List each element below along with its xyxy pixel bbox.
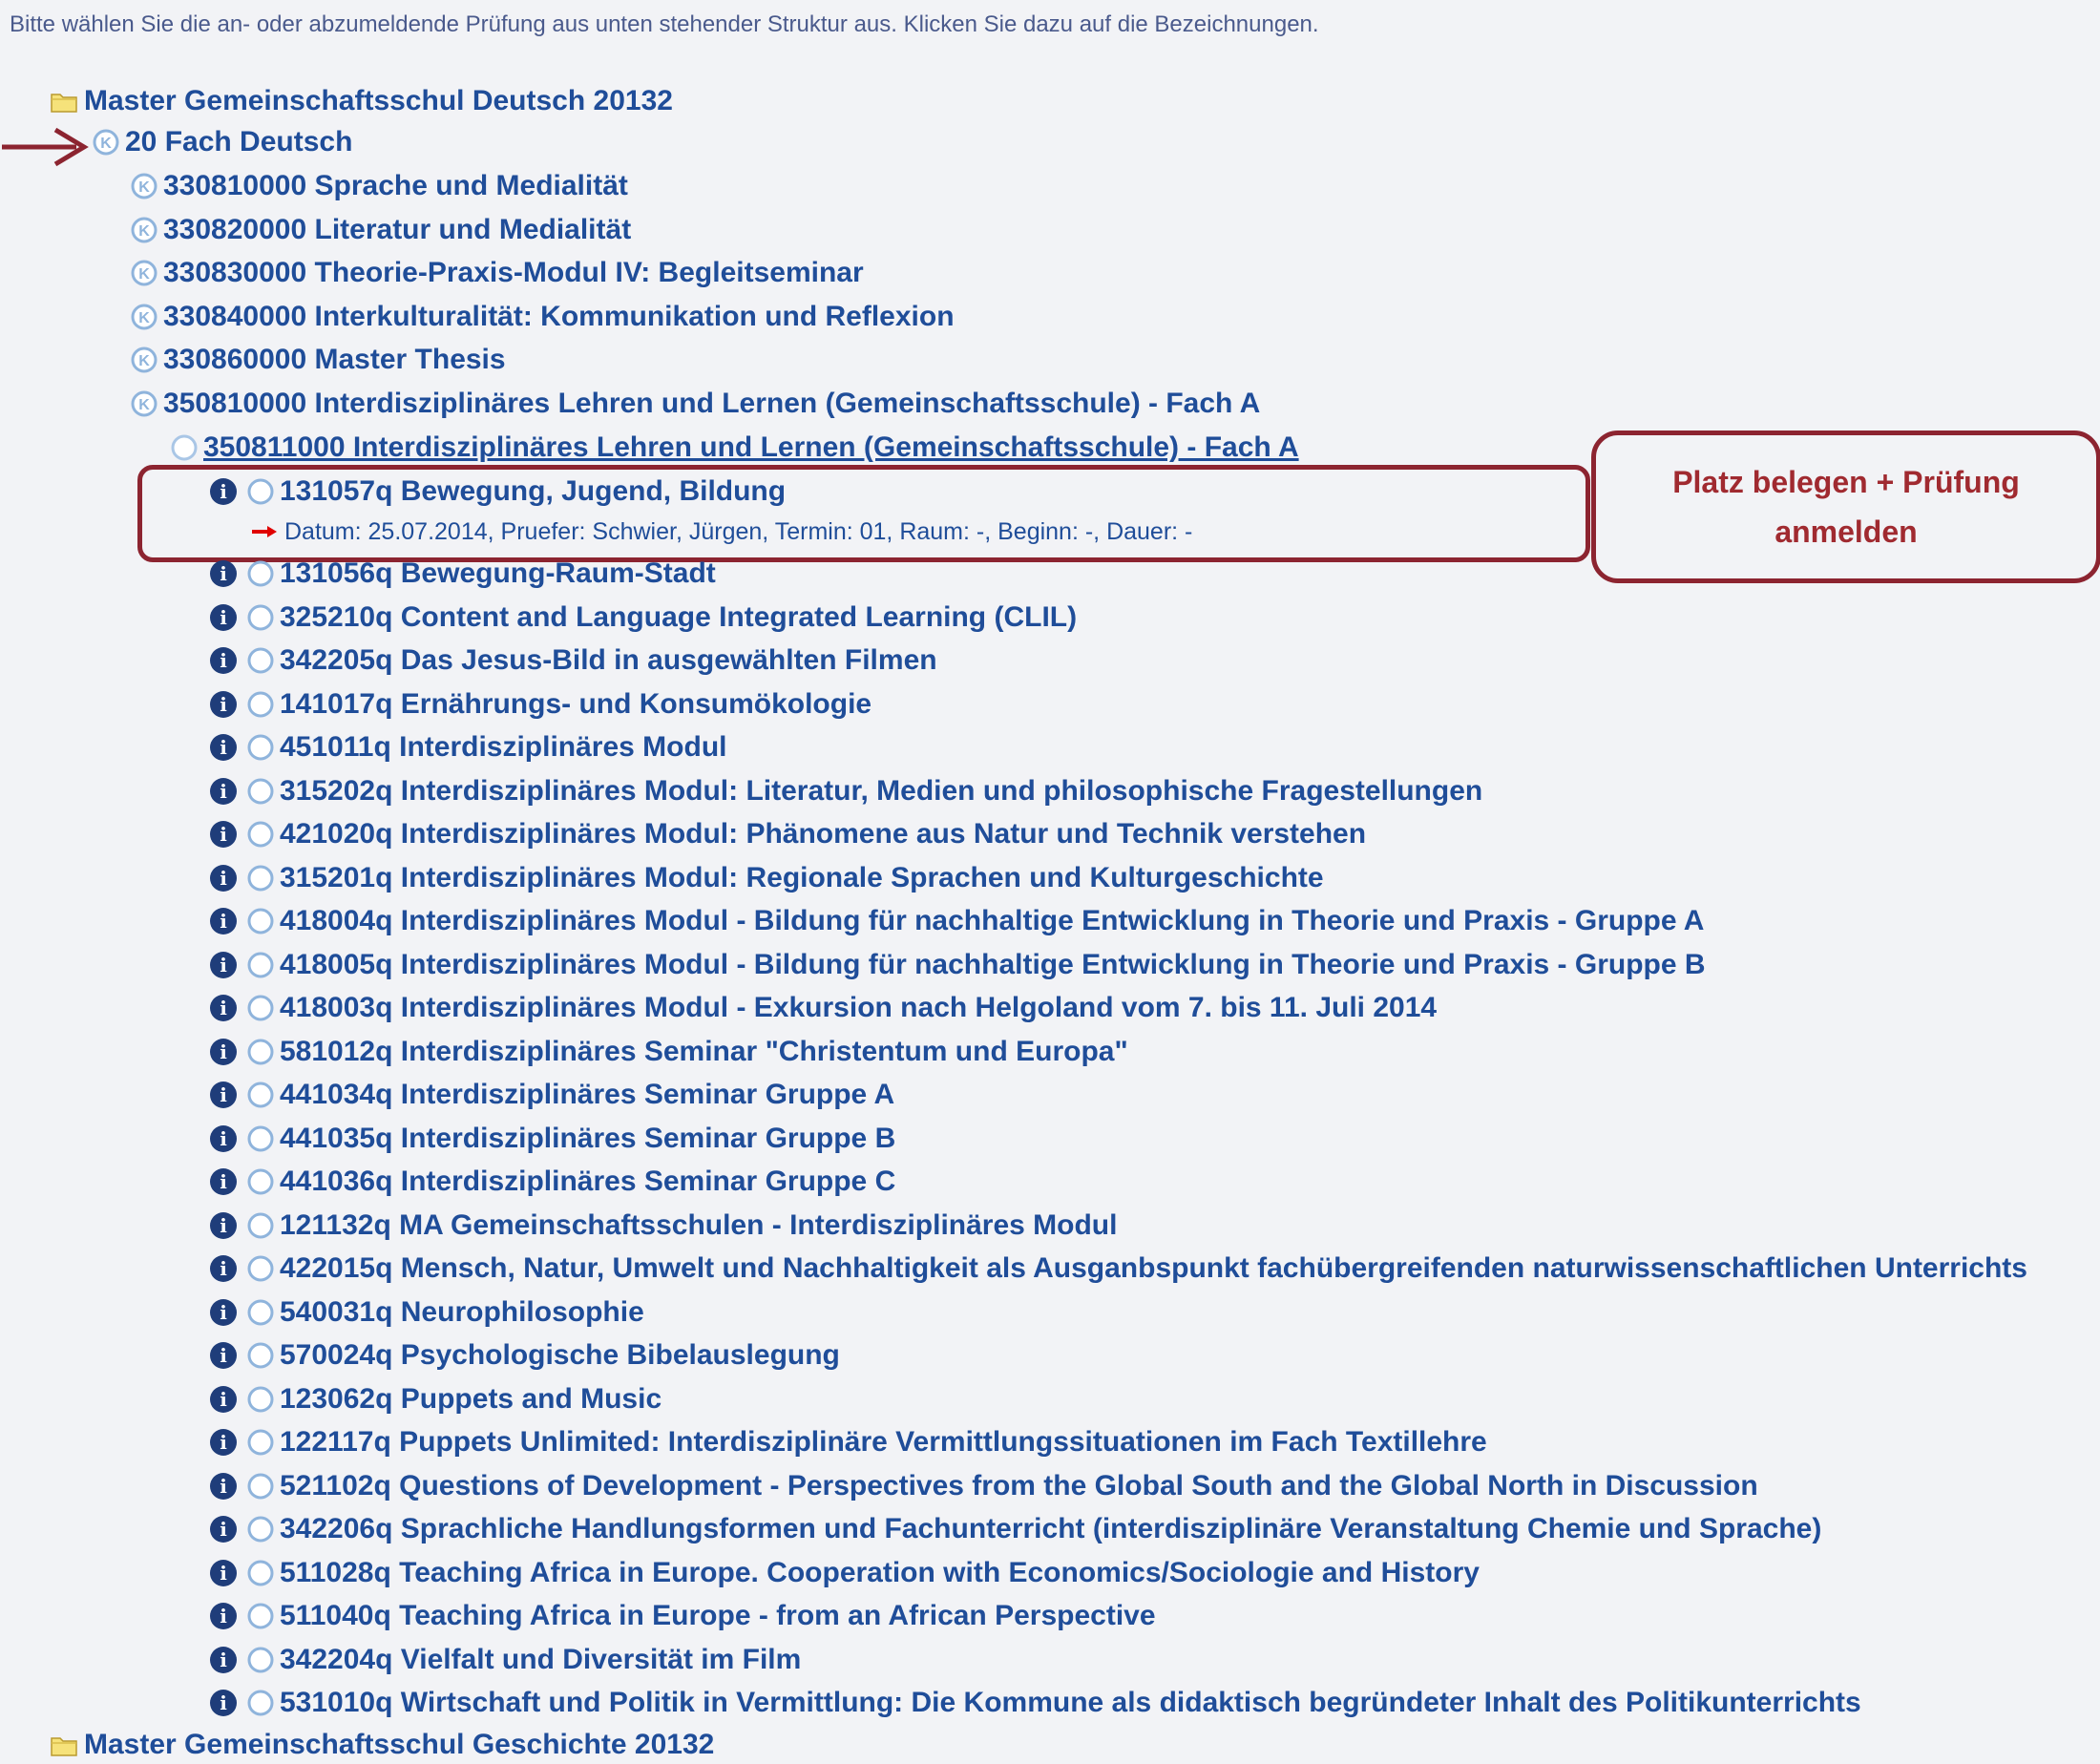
course-node-icon [246,1254,275,1283]
degree-label[interactable]: Master Gemeinschaftsschul Geschichte 20132 [84,1729,715,1760]
course-row[interactable] [210,1207,1117,1245]
module-label[interactable]: 330860000 Master Thesis [163,344,506,375]
course-label[interactable]: 418003q Interdisziplinäres Modul - Exkursion nach Helgoland vom 7. bis 11. Juli 2014 [280,992,1438,1023]
k-node-icon [92,128,120,157]
course-row[interactable] [210,1467,1758,1505]
info-icon[interactable]: i [210,1473,237,1500]
exam-appointment-row[interactable] [250,515,1192,548]
info-icon[interactable]: i [210,647,237,674]
course-row[interactable] [210,1597,1156,1635]
course-label[interactable]: 441035q Interdisziplinäres Seminar Gruppe B [280,1123,896,1154]
module-label[interactable]: 330820000 Literatur und Medialität [163,214,632,245]
callout-annotation [1591,430,2100,583]
tree-node-module[interactable] [130,254,864,292]
course-row[interactable] [210,902,1704,940]
course-node-icon [246,1385,275,1414]
course-label[interactable]: 342205q Das Jesus-Bild in ausgewählten Filmen [280,644,937,676]
module-label[interactable]: 350810000 Interdisziplinäres Lehren und Lernen (Gemeinschaftsschule) - Fach A [163,388,1261,419]
course-label[interactable]: 315202q Interdisziplinäres Modul: Literatur, Medien und philosophische Fragestellungen [280,775,1483,807]
red-arrow-icon [250,524,279,539]
k-node-icon [130,259,158,287]
info-icon[interactable]: i [210,691,237,718]
course-node-icon [246,994,275,1022]
course-row[interactable] [210,1380,662,1418]
course-label[interactable]: 315201q Interdisziplinäres Modul: Regionale Sprachen und Kulturgeschichte [280,862,1324,893]
course-node-icon [246,1602,275,1630]
course-row[interactable] [210,1684,1861,1722]
callout-line-2: anmelden [1774,514,1918,549]
course-label[interactable]: 342204q Vielfalt und Diversität im Film [280,1644,802,1675]
course-row[interactable] [210,1423,1487,1461]
course-node-icon [246,646,275,675]
course-row[interactable] [210,1554,1480,1592]
course-node-icon [246,1081,275,1109]
course-node-icon [246,1472,275,1501]
svg-text:K: K [138,310,150,326]
course-label[interactable]: 441034q Interdisziplinäres Seminar Gruppe A [280,1079,895,1110]
course-row[interactable] [210,815,1366,853]
course-row[interactable] [210,1120,895,1158]
course-row[interactable] [210,859,1324,897]
course-label[interactable]: 121132q MA Gemeinschaftsschulen - Interdisziplinäres Modul [280,1209,1118,1241]
course-node-icon [246,1559,275,1587]
svg-text:K: K [100,136,112,152]
course-label[interactable]: 441036q Interdisziplinäres Seminar Gruppe C [280,1166,896,1197]
info-icon[interactable]: i [210,821,237,848]
course-node-icon [246,777,275,806]
callout-line-1: Platz belegen + Prüfung [1672,465,2020,499]
course-node-icon [246,1646,275,1674]
course-node-icon [246,820,275,849]
course-label[interactable]: 570024q Psychologische Bibelauslegung [280,1339,840,1371]
course-label[interactable]: 421020q Interdisziplinäres Modul: Phänomene aus Natur und Technik verstehen [280,818,1367,850]
subject-label[interactable]: 20 Fach Deutsch [125,126,353,158]
module-label[interactable]: 330830000 Theorie-Praxis-Modul IV: Begleitseminar [163,257,864,288]
course-label[interactable]: 540031q Neurophilosophie [280,1296,644,1328]
course-row[interactable] [210,1641,801,1679]
course-node-icon [246,603,275,632]
course-label[interactable]: 418005q Interdisziplinäres Modul - Bildung für nachhaltige Entwicklung in Theorie und Praxis - Gruppe B [280,949,1706,980]
course-label[interactable]: 531010q Wirtschaft und Politik in Vermittlung: Die Kommune als didaktisch begründeter Inhalt des Politikunterrichts [280,1687,1861,1718]
info-icon[interactable]: i [210,1082,237,1108]
course-row[interactable] [210,946,1706,984]
course-node-icon [246,1211,275,1240]
info-icon[interactable]: i [210,1168,237,1195]
course-row-selected[interactable] [210,472,786,511]
course-node-icon [246,1167,275,1196]
course-node-icon [246,1515,275,1544]
info-icon[interactable]: i [210,952,237,978]
course-label[interactable]: 418004q Interdisziplinäres Modul - Bildung für nachhaltige Entwicklung in Theorie und Praxis - Gruppe A [280,905,1705,936]
course-row[interactable] [210,772,1482,810]
info-icon[interactable]: i [210,478,237,505]
course-row[interactable] [210,685,872,724]
course-label[interactable]: 422015q Mensch, Natur, Umwelt und Nachhaltigkeit als Ausganbspunkt fachübergreifenden naturwissenschaftlichen Unterrichts [280,1252,2027,1284]
course-row[interactable] [210,555,716,593]
course-row[interactable] [210,1336,840,1375]
tree-node-module[interactable] [130,167,628,205]
course-node-icon [246,477,275,506]
course-label[interactable]: 122117q Puppets Unlimited: Interdisziplinäre Vermittlungssituationen im Fach Textillehre [280,1426,1487,1458]
course-node-icon [246,559,275,588]
tree-node-degree[interactable] [50,82,673,120]
info-icon[interactable]: i [210,604,237,631]
course-node-icon [246,864,275,892]
course-label[interactable]: 581012q Interdisziplinäres Seminar "Christentum und Europa" [280,1036,1128,1067]
course-node-icon [246,907,275,935]
k-node-icon [130,346,158,374]
course-node-icon [246,1124,275,1153]
instruction-text: Bitte wählen Sie die an- oder abzumeldende Prüfung aus unten stehender Struktur aus. Klicken Sie dazu auf die Bezeichnungen. [10,11,1319,37]
course-row[interactable] [210,641,937,680]
tree-node-submodule[interactable] [170,429,1299,467]
svg-text:K: K [138,179,150,196]
info-icon[interactable]: i [210,1516,237,1543]
course-label[interactable]: 131056q Bewegung-Raum-Stadt [280,557,716,589]
course-label[interactable]: 131057q Bewegung, Jugend, Bildung [280,475,787,507]
folder-icon [50,87,78,116]
module-label[interactable]: 330810000 Sprache und Medialität [163,170,628,201]
info-icon[interactable]: i [210,1342,237,1369]
course-node-icon [246,1298,275,1327]
k-node-icon [130,389,158,418]
course-node-icon [246,1428,275,1457]
info-icon[interactable]: i [210,865,237,892]
svg-text:K: K [138,223,150,240]
k-node-icon [130,172,158,200]
course-label[interactable]: 511040q Teaching Africa in Europe - from an African Perspective [280,1600,1156,1631]
info-icon[interactable]: i [210,1690,237,1716]
course-label[interactable]: 511028q Teaching Africa in Europe. Cooperation with Economics/Sociologie and History [280,1557,1480,1588]
svg-text:K: K [138,353,150,369]
exam-detail-label[interactable]: Datum: 25.07.2014, Pruefer: Schwier, Jürgen, Termin: 01, Raum: -, Beginn: -, Dauer: - [284,517,1193,545]
svg-text:K: K [138,397,150,413]
submodule-label[interactable]: 350811000 Interdisziplinäres Lehren und Lernen (Gemeinschaftsschule) - Fach A [203,431,1299,463]
course-label[interactable]: 141017q Ernährungs- und Konsumökologie [280,688,872,720]
info-icon[interactable]: i [210,1429,237,1456]
course-row[interactable] [210,1293,644,1332]
course-row[interactable] [210,598,1077,637]
course-label[interactable]: 342206q Sprachliche Handlungsformen und Fachunterricht (interdisziplinäre Veranstaltung Chemie und Sprache) [280,1513,1822,1544]
tree-node-module[interactable] [130,211,631,249]
info-icon[interactable]: i [210,1212,237,1239]
info-icon[interactable]: i [210,734,237,761]
degree-label[interactable]: Master Gemeinschaftsschul Deutsch 20132 [84,85,673,116]
info-icon[interactable]: i [210,1560,237,1586]
k-node-icon [130,216,158,244]
course-label[interactable]: 123062q Puppets and Music [280,1383,662,1415]
course-row[interactable] [210,728,727,766]
tree-node-subject[interactable] [92,123,352,161]
course-label[interactable]: 325210q Content and Language Integrated Learning (CLIL) [280,601,1078,633]
info-icon[interactable]: i [210,908,237,934]
info-icon[interactable]: i [210,1299,237,1326]
tree-node-degree[interactable] [50,1726,714,1764]
info-icon[interactable]: i [210,995,237,1021]
course-node-icon [246,733,275,762]
tree-node-module[interactable] [130,298,955,336]
info-icon[interactable]: i [210,1647,237,1673]
course-node-icon [246,1689,275,1717]
info-icon[interactable]: i [210,1386,237,1413]
course-label[interactable]: 521102q Questions of Development - Perspectives from the Global South and the Global North in Discussion [280,1470,1758,1502]
course-row[interactable] [210,1033,1128,1071]
info-icon[interactable]: i [210,1255,237,1282]
course-row[interactable] [210,989,1437,1027]
svg-text:K: K [138,266,150,283]
tree-node-module[interactable] [130,385,1260,423]
info-icon[interactable]: i [210,778,237,805]
k-node-icon [130,303,158,331]
red-arrow-icon [0,126,92,168]
tree-node-module[interactable] [130,341,506,379]
module-label[interactable]: 330840000 Interkulturalität: Kommunikation und Reflexion [163,301,955,332]
course-node-icon [246,690,275,719]
info-icon[interactable]: i [210,1603,237,1629]
course-label[interactable]: 451011q Interdisziplinäres Modul [280,731,727,763]
info-icon[interactable]: i [210,560,237,587]
info-icon[interactable]: i [210,1039,237,1065]
course-node-icon [246,1341,275,1370]
folder-icon [50,1731,78,1759]
course-row[interactable] [210,1510,1821,1548]
info-icon[interactable]: i [210,1125,237,1152]
course-node-icon [246,951,275,979]
course-row[interactable] [210,1250,2027,1288]
course-node-icon [246,1038,275,1066]
course-row[interactable] [210,1163,895,1201]
course-node-icon [170,433,199,462]
course-row[interactable] [210,1076,894,1114]
